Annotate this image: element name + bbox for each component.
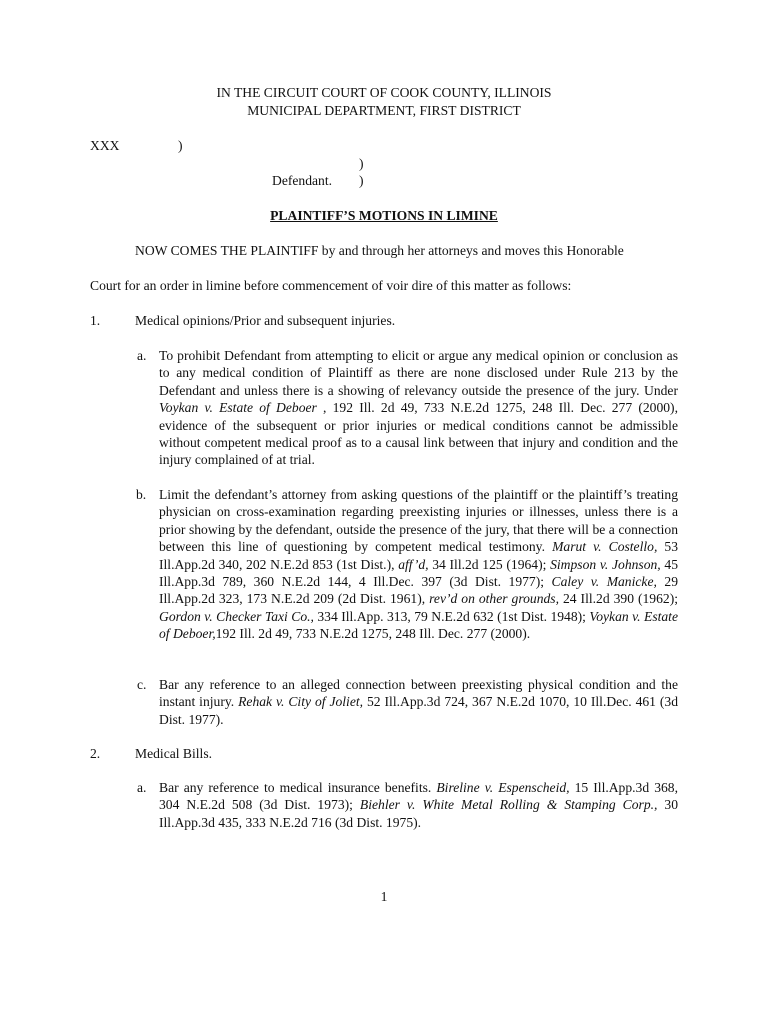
- item-marker: c.: [137, 677, 147, 692]
- paragraph-text: 30 Ill.App.3d 435, 333 N.E.2d 716 (3d Dist. 1975).: [159, 797, 679, 830]
- case-citation: rev’d on other grounds,: [429, 591, 559, 607]
- paragraph-text: 45 Ill.App.3d 789, 360 N.E.2d 144, 4 Ill.Dec. 397 (3d Dist. 1977);: [159, 556, 678, 590]
- item-marker: a.: [137, 780, 147, 795]
- paragraph-text: 15 Ill.App.3d 368, 304 N.E.2d 508 (3d Dist. 1973);: [159, 780, 678, 813]
- paragraph-text: 52 Ill.App.3d 724, 367 N.E.2d 1070, 10 Ill.Dec. 461 (3d Dist. 1977).: [159, 694, 679, 727]
- intro-line: Court for an order in limine before commencement of voir dire of this matter as follows:: [90, 278, 572, 293]
- paragraph-text: To prohibit Defendant from attempting to elicit or argue any medical opinion or conclusion as to any medical condition of Plaintiff as there are none disclosed under Rule 213 by the Defendant and unless there is a showing of relevancy outside the presence of the jury. Under: [159, 348, 678, 398]
- motion-paragraph: [159, 486, 678, 643]
- paragraph-text: Bar any reference to medical insurance benefits.: [159, 780, 437, 795]
- section-number: 1.: [90, 313, 101, 328]
- case-citation: Gordon v. Checker Taxi Co.,: [159, 608, 314, 624]
- paragraph-text: 334 Ill.App. 313, 79 N.E.2d 632 (1st Dist. 1948);: [313, 608, 590, 624]
- page-number: 1: [380, 889, 388, 904]
- intro-line: NOW COMES THE PLAINTIFF by and through her attorneys and moves this Honorable: [135, 243, 624, 258]
- motion-paragraph: [159, 779, 678, 831]
- paragraph-text: , 192 Ill. 2d 49, 733 N.E.2d 1275, 248 Ill. Dec. 277 (2000), evidence of the subsequent or prior injuries or medical conditions cannot be admissible without competent medical proof as to a causal link between that injury and condition and the injury complained of at trial.: [159, 400, 678, 468]
- caption-party: XXX: [90, 138, 120, 153]
- item-marker: a.: [137, 348, 147, 363]
- court-name-line: IN THE CIRCUIT COURT OF COOK COUNTY, ILLINOIS: [216, 85, 552, 100]
- department-line: MUNICIPAL DEPARTMENT, FIRST DISTRICT: [247, 103, 521, 118]
- paragraph-text: 53 Ill.App.2d 340, 202 N.E.2d 853 (1st Dist.),: [159, 539, 679, 572]
- caption-paren: ): [178, 138, 183, 153]
- caption-paren: ): [359, 156, 364, 171]
- paragraph-text: 29 Ill.App.2d 323, 173 N.E.2d 209 (2d Dist. 1961),: [159, 574, 678, 607]
- section-number: 2.: [90, 746, 101, 761]
- case-citation: Voykan v. Estate of Deboer: [159, 400, 317, 416]
- defendant-label: Defendant.: [272, 173, 333, 188]
- case-citation: Marut v. Costello,: [552, 539, 658, 555]
- caption-paren: ): [359, 173, 364, 188]
- document-title: PLAINTIFF’S MOTIONS IN LIMINE: [270, 208, 498, 223]
- paragraph-text: 192 Ill. 2d 49, 733 N.E.2d 1275, 248 Ill. Dec. 277 (2000).: [215, 626, 531, 642]
- case-citation: Simpson v. Johnson,: [550, 556, 661, 572]
- case-citation: Voykan v. Estate of Deboer,: [159, 608, 678, 642]
- section-heading: Medical opinions/Prior and subsequent injuries.: [135, 313, 396, 328]
- paragraph-text: 34 Ill.2d 125 (1964);: [428, 556, 551, 572]
- motion-paragraph: [159, 347, 678, 469]
- paragraph-text: Bar any reference to an alleged connection between preexisting physical condition and the instant injury.: [159, 677, 678, 710]
- case-citation: Caley v. Manicke,: [551, 574, 657, 590]
- case-citation: aff’d,: [398, 556, 429, 572]
- motion-paragraph: [159, 676, 678, 728]
- paragraph-text: Limit the defendant’s attorney from asking questions of the plaintiff or the plaintiff’s treating physician on cross-examination regarding preexisting injuries or illnesses, unless there is a prior showing by the defendant, outside the presence of the jury, that there will be a connection between this line of questioning by competent medical testimony.: [159, 487, 678, 555]
- case-citation: Bireline v. Espenscheid,: [436, 780, 570, 795]
- case-citation: Biehler v. White Metal Rolling & Stamping Corp.,: [359, 797, 658, 813]
- section-heading: Medical Bills.: [135, 746, 213, 761]
- item-marker: b.: [136, 487, 147, 502]
- case-citation: Rehak v. City of Joliet,: [238, 694, 364, 710]
- paragraph-text: 24 Ill.2d 390 (1962);: [559, 591, 679, 607]
